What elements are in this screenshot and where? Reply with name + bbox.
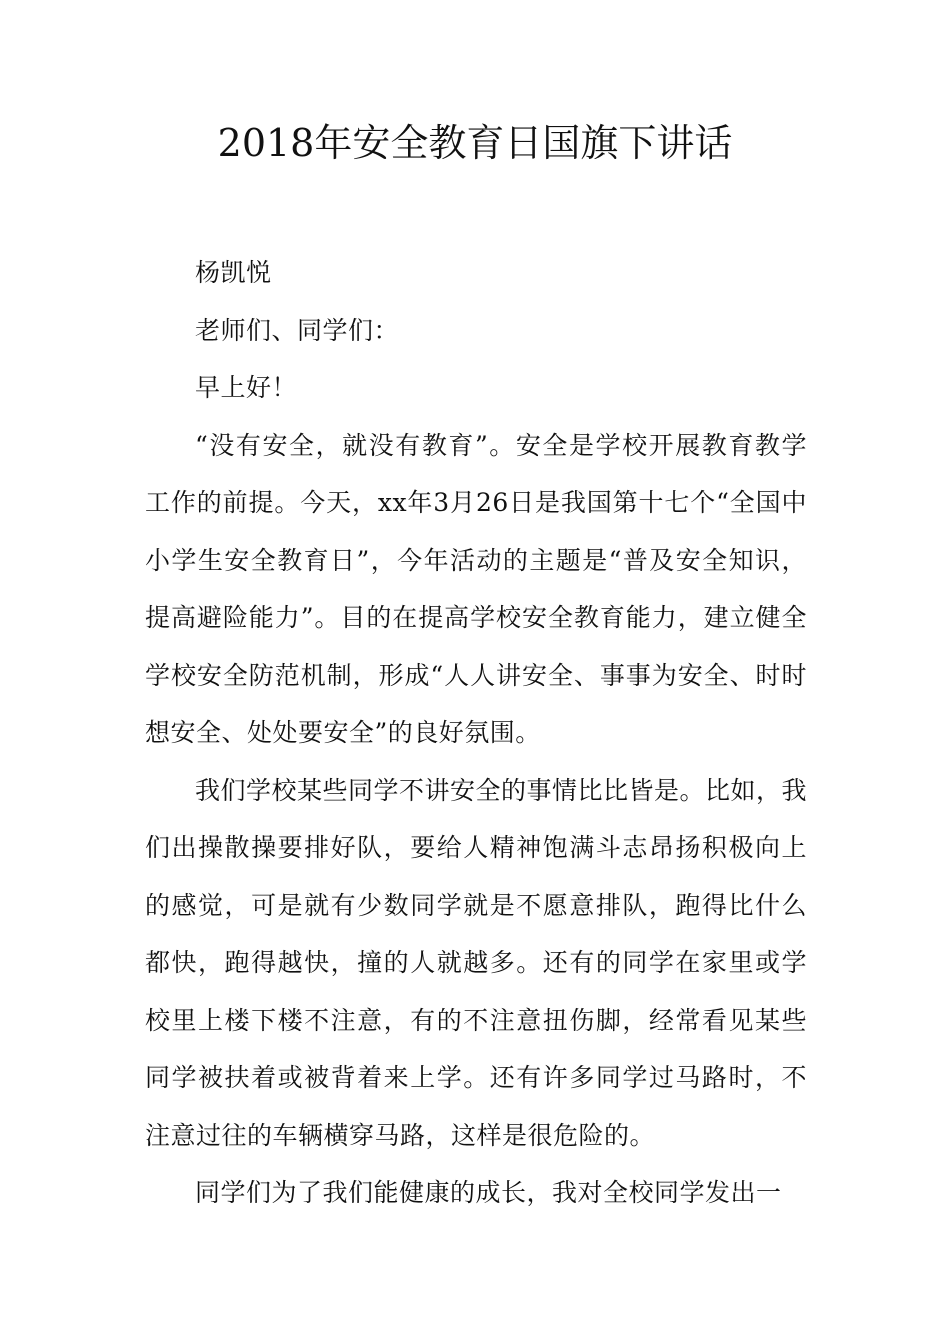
salutation: 老师们、同学们： xyxy=(195,315,400,345)
body-paragraph: 同学们为了我们能健康的成长，我对全校同学发出一 xyxy=(195,1178,782,1207)
greeting: 早上好！ xyxy=(195,373,298,402)
body-paragraph: 我们学校某些同学不讲安全的事情比比皆是。比如，我们出操散操要排好队，要给人精神饱满斗志昂扬积极向上的感觉，可是就有少数同学就是不愿意排队，跑得比什么都快，跑得越快，撞的人就越多。还有的同学在家里或学校里上楼下楼不注意，有的不注意扭伤脚，经常看见某些同学被扶着或被背着来上学。还有许多同学过马路时，不注意过往的车辆横穿马路，这样是很危险的。 xyxy=(145,775,808,1150)
body-paragraph: “没有安全，就没有教育”。安全是学校开展教育教学工作的前提。今天，xx年3月26日是我国第十七个“全国中小学生安全教育日”，今年活动的主题是“普及安全知识，提高避险能力”。目的在提高学校安全教育能力，建立健全学校安全防范机制，形成“人人讲安全、事事为安全、时时想安全、处处要安全”的良好氛围。 xyxy=(145,430,807,747)
author-line: 杨凯悦 xyxy=(195,258,272,287)
document-body xyxy=(145,244,807,1222)
document-title: 2018年安全教育日国旗下讲话 xyxy=(217,121,733,165)
